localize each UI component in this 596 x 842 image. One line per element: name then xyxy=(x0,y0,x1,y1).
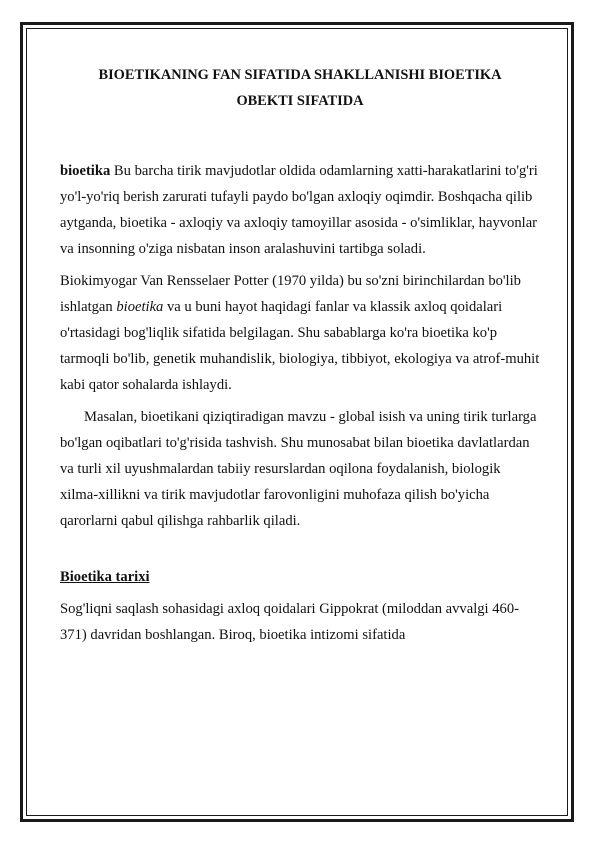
paragraph-definition xyxy=(60,158,540,262)
section-heading-history: Bioetika tarixi xyxy=(60,569,150,585)
document-title xyxy=(60,62,540,114)
paragraph-potter-before: Biokimyogar Van Rensselaer Potter (1970 yilda) bu so'zni birinchilardan bo'lib ishlatgan xyxy=(60,273,521,315)
title-line-1: BIOETIKANING FAN SIFATIDA SHAKLLANISHI BIOETIKA xyxy=(98,67,502,83)
italic-term: bioetika xyxy=(116,299,164,315)
document-body xyxy=(60,62,540,654)
title-line-2: OBEKTI SIFATIDA xyxy=(236,93,364,109)
paragraph-potter xyxy=(60,268,540,398)
term-bioetika: bioetika xyxy=(60,163,111,179)
paragraph-potter-after: va u buni hayot haqidagi fanlar va klassik axloq qoidalari o'rtasidagi bog'liqlik sifatida belgilagan. Shu sabablarga ko'ra bioetika ko'p tarmoqli bo'lib, genetik muhandislik, biologiya, tibbiyot, ekologiya va atrof-muhit kabi qator sohalarda ishlaydi. xyxy=(60,299,540,393)
paragraph-history: Sog'liqni saqlash sohasidagi axloq qoidalari Gippokrat (miloddan avvalgi 460-371) davridan boshlangan. Biroq, bioetika intizomi sifatida xyxy=(60,601,520,643)
paragraph-definition-text: Bu barcha tirik mavjudotlar oldida odamlarning xatti-harakatlarini to'g'ri yo'l-yo'riq berish zarurati tufayli paydo bo'lgan axloqiy oqimdir. Boshqacha qilib aytganda, bioetika - axloqiy va axloqiy tamoyillar asosida - o'simliklar, hayvonlar va insonning o'ziga nisbatan inson aralashuvini tartibga soladi. xyxy=(60,163,538,257)
paragraph-global-warming: Masalan, bioetikani qiziqtiradigan mavzu - global isish va uning tirik turlarga bo'lgan oqibatlari to'g'risida tashvish. Shu munosabat bilan bioetika davlatlardan va turli xil uyushmalardan tabiiy resurslardan oqilona foydalanish, biologik xilma-xillikni va tirik mavjudotlar farovonligini muhofaza qilish bo'yicha qarorlarni qabul qilishga rahbarlik qiladi. xyxy=(60,409,537,529)
